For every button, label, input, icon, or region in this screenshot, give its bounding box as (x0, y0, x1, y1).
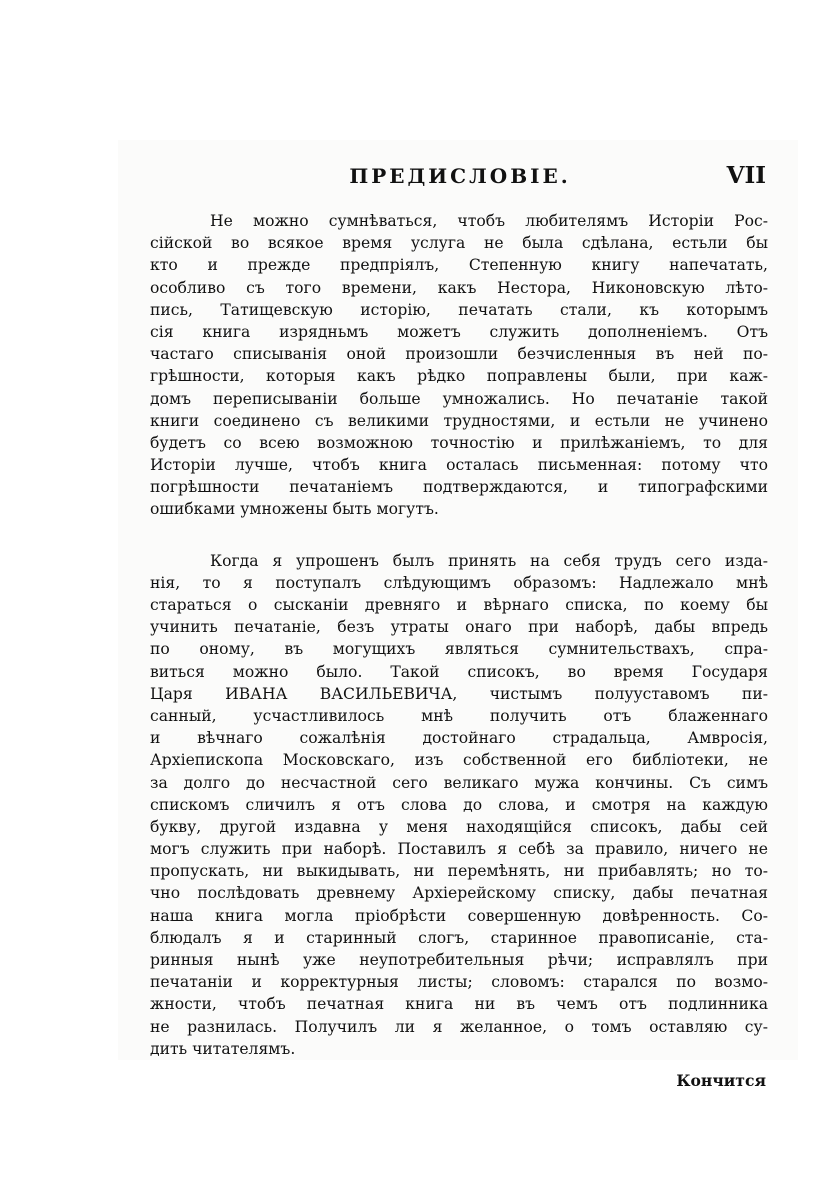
text-line: печатаніи и корректурныя листы; словомъ: старался по возмо- (150, 973, 768, 992)
text-line: книги соединено съ великими трудностями, и естьли не учинено (150, 411, 768, 430)
text-line: погрѣшности печатаніемъ подтверждаются, и типографскими (150, 478, 768, 497)
text-line: букву, другой издавна у меня находящійся списокъ, дабы сей (150, 817, 768, 836)
text-line: сія книга изрядньмъ можетъ служить дополненіемъ. Отъ (150, 322, 768, 341)
text-line: Исторіи лучше, чтобъ книга осталась письменная: потому что (150, 456, 768, 475)
text-line: Не можно сумнѣваться, чтобъ любителямъ Исторіи Рос- (210, 212, 768, 230)
text-line: нія, то я поступалъ слѣдующимъ образомъ: Надлежало мнѣ (150, 573, 768, 592)
text-line: кто и прежде предпріялъ, Степенную книгу напечатать, (150, 256, 768, 275)
catchword-row (150, 1070, 768, 1100)
text-line: и вѣчнаго сожалѣнія достойнаго страдальца, Амвросія, (150, 729, 768, 748)
catchword: Кончится (676, 1070, 766, 1090)
text-line: жности, чтобъ печатная книга ни въ чемъ отъ подлинника (150, 995, 768, 1014)
text-line: наша книга могла пріобрѣсти совершенную довѣренность. Со- (150, 906, 768, 925)
text-line: Царя ИВАНА ВАСИЛЬЕВИЧА, чистымъ полууставомъ пи- (150, 684, 768, 703)
paragraph-spacer (150, 521, 768, 550)
text-line: пись, Татищевскую исторію, печатать стали, къ которымъ (150, 300, 768, 319)
running-title: ПРЕДИСЛОВІЕ. (349, 164, 571, 188)
paragraph (150, 550, 768, 1060)
text-line: санный, усчастливилось мнѣ получить отъ блаженнаго (150, 706, 768, 725)
text-line: домъ переписываніи больше умножались. Но печатаніе такой (150, 389, 768, 408)
text-line: ринныя нынѣ уже неупотребительныя рѣчи; исправлялъ при (150, 951, 768, 969)
text-line: пропускать, ни выкидывать, ни перемѣнять, ни прибавлять; но то- (150, 862, 768, 881)
text-line: спискомъ сличилъ я отъ слова до слова, и смотря на каждую (150, 795, 768, 814)
text-line: чно послѣдовать древнему Архіерейскому списку, дабы печатная (150, 884, 768, 903)
page-number: VII (726, 162, 766, 189)
page-header (150, 164, 770, 196)
text-line: виться можно было. Такой списокъ, во время Государя (150, 662, 768, 681)
text-line: не разнилась. Получилъ ли я желанное, о томъ оставляю су- (150, 1017, 768, 1036)
text-line: Когда я упрошенъ былъ принять на себя трудъ сего изда- (210, 551, 768, 570)
text-line: за долго до несчастной сего великаго мужа кончины. Съ симъ (150, 773, 768, 792)
text-line: дить читателямъ. (150, 1039, 296, 1058)
text-line: будетъ со всею возможною точностію и прилѣжаніемъ, то для (150, 433, 768, 452)
text-line: Архіепископа Московскаго, изъ собственной его библіотеки, не (150, 751, 768, 770)
text-line: ошибками умножены быть могутъ. (150, 500, 439, 519)
text-line: блюдалъ я и старинный слогъ, старинное правописаніе, ста- (150, 928, 768, 947)
text-line: грѣшности, которыя какъ рѣдко поправлены были, при каж- (150, 367, 768, 386)
text-line: частаго списыванія оной произошли безчисленныя въ ней по- (150, 345, 768, 364)
text-line: особливо съ того времени, какъ Нестора, Никоновскую лѣто- (150, 278, 768, 297)
body-text (150, 210, 768, 1100)
text-line: по оному, въ могущихъ являться сумнительствахъ, спра- (150, 640, 768, 659)
paragraph (150, 210, 768, 521)
text-line: учинить печатаніе, безъ утраты онаго при наборѣ, дабы впредь (150, 618, 768, 637)
text-line: могъ служить при наборѣ. Поставилъ я себѣ за правило, ничего не (150, 840, 768, 859)
text-line: сійской во всякое время услуга не была сдѣлана, естьли бы (150, 234, 768, 253)
text-line: стараться о сысканіи древняго и вѣрнаго списка, по коему бы (150, 596, 768, 614)
